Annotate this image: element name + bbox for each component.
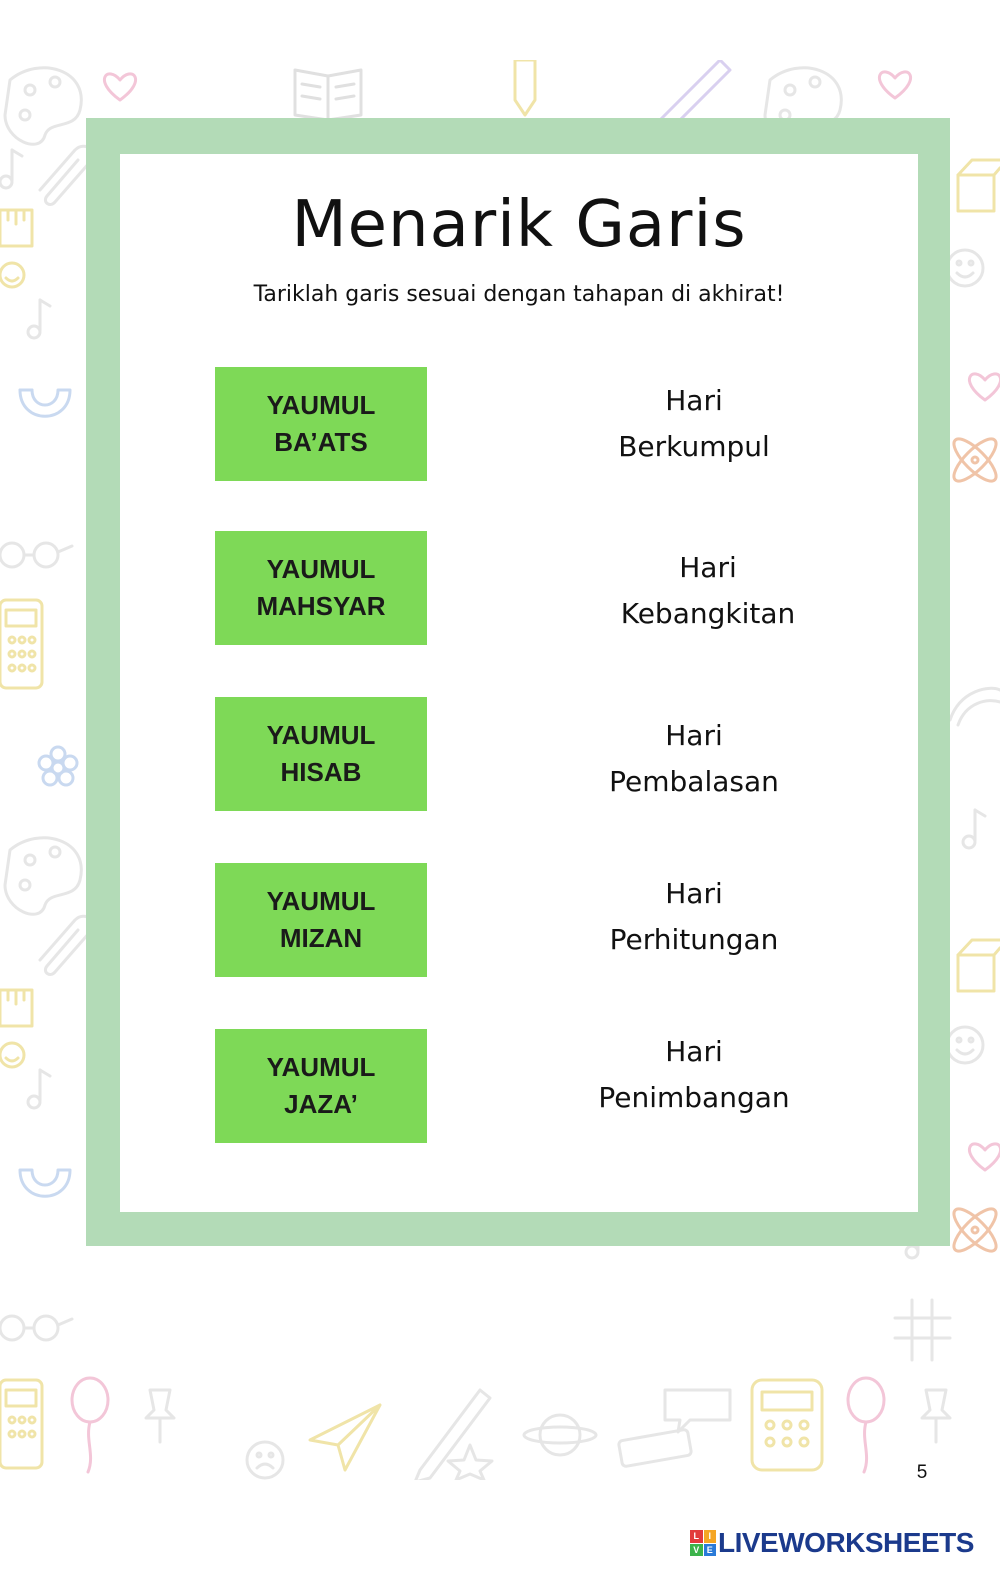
cube-icon: [958, 940, 1000, 991]
calculator-icon: [0, 600, 42, 688]
term-box-yaumul-mahsyar[interactable]: [215, 531, 427, 645]
smiley-icon: [0, 1043, 24, 1067]
palette-icon: [5, 68, 81, 144]
term-box-yaumul-mizan[interactable]: [215, 863, 427, 977]
ruler-icon: [0, 210, 32, 246]
eraser-icon: [618, 1429, 691, 1467]
music-note-icon: [28, 1070, 50, 1108]
term-box-yaumul-hisab[interactable]: [215, 697, 427, 811]
magnet-icon: [20, 390, 70, 416]
pushpin-icon: [146, 1390, 174, 1442]
tic-tac-toe-icon: [895, 1300, 950, 1360]
balloon-icon: [72, 1378, 108, 1472]
book-icon: [295, 70, 361, 120]
rainbow-icon: [950, 688, 1000, 725]
liveworksheets-brand[interactable]: [690, 1526, 974, 1560]
logo-letter: I: [704, 1530, 717, 1543]
calculator-icon: [752, 1380, 822, 1470]
logo-letter: V: [690, 1544, 703, 1557]
term-box-yaumul-jaza[interactable]: [215, 1029, 427, 1143]
calculator-icon: [0, 1380, 42, 1468]
heart-icon: [969, 1144, 1000, 1170]
ruler-icon: [0, 990, 32, 1026]
glasses-icon: [0, 543, 72, 567]
term-label: YAUMUL HISAB: [266, 720, 376, 787]
music-note-icon: [963, 810, 985, 848]
pushpin-icon: [922, 1390, 950, 1442]
smiley-icon: [947, 250, 983, 286]
page-title: Menarik Garis: [291, 188, 747, 262]
instruction-text: Tariklah garis sesuai dengan tahapan di akhirat!: [253, 282, 785, 307]
atom-icon: [948, 1203, 1000, 1257]
heart-icon: [969, 374, 1000, 400]
balloon-icon: [848, 1378, 884, 1472]
speech-bubble-icon: [665, 1390, 730, 1432]
term-label: YAUMUL MIZAN: [266, 886, 376, 953]
meaning-hari-pembalasan[interactable]: Hari Pembalasan: [609, 719, 779, 798]
magnet-icon: [20, 1170, 70, 1196]
logo-letter: L: [690, 1530, 703, 1543]
star-icon: [448, 1445, 492, 1480]
term-label: YAUMUL JAZA’: [266, 1052, 376, 1119]
paper-plane-icon: [310, 1405, 380, 1470]
music-note-icon: [28, 300, 50, 338]
glasses-icon: [0, 1316, 72, 1340]
cube-icon: [958, 160, 1000, 211]
logo-letter: E: [704, 1544, 717, 1557]
liveworksheets-logo: [690, 1530, 716, 1556]
smiley-icon: [0, 263, 24, 287]
meaning-hari-perhitungan[interactable]: Hari Perhitungan: [609, 877, 779, 956]
flower-icon: [39, 747, 77, 785]
page-number: 5: [916, 1462, 928, 1483]
term-label: YAUMUL MAHSYAR: [256, 554, 386, 621]
heart-icon: [879, 72, 910, 98]
brand-name: LIVEWORKSHEETS: [718, 1527, 974, 1558]
globe-icon: [524, 1415, 596, 1455]
palette-icon: [5, 838, 81, 914]
music-note-icon: [0, 150, 22, 188]
term-label: YAUMUL BA’ATS: [266, 390, 376, 457]
atom-icon: [948, 433, 1000, 487]
term-box-yaumul-baats[interactable]: [215, 367, 427, 481]
heart-icon: [104, 74, 135, 100]
meaning-hari-kebangkitan[interactable]: Hari Kebangkitan: [620, 551, 796, 630]
pencil-icon: [515, 60, 535, 115]
meaning-hari-berkumpul[interactable]: Hari Berkumpul: [618, 384, 770, 463]
smiley-icon: [247, 1442, 283, 1478]
meaning-hari-penimbangan[interactable]: Hari Penimbangan: [598, 1035, 790, 1114]
smiley-icon: [947, 1027, 983, 1063]
